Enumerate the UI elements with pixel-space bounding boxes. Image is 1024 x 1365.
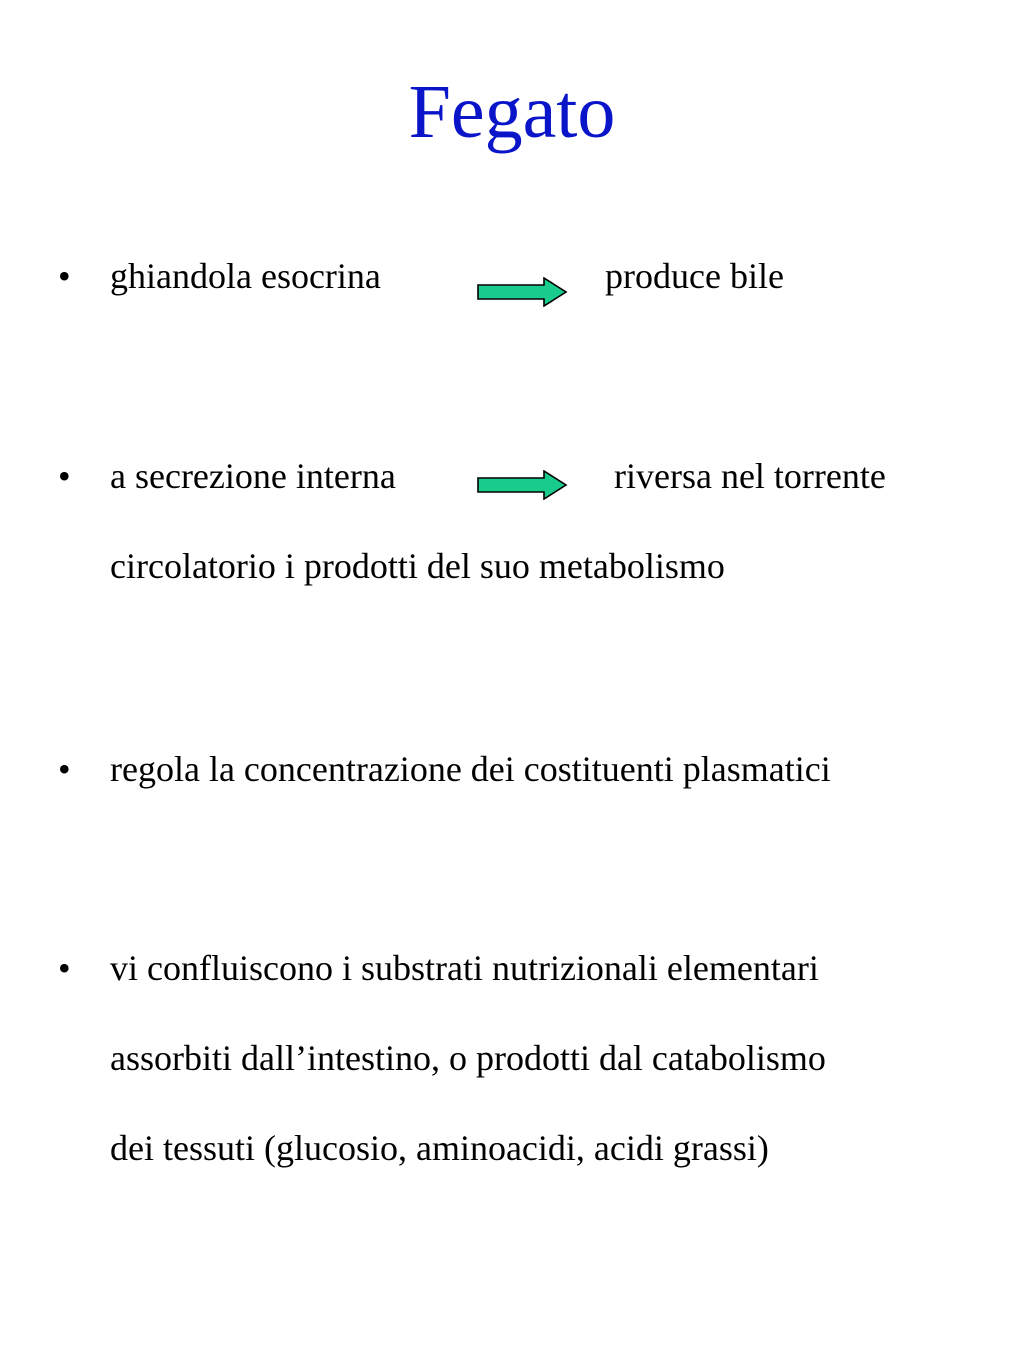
item-3-text: regola la concentrazione dei costituenti plasmatici (110, 749, 831, 789)
right-arrow-icon (476, 277, 568, 307)
right-arrow-icon (476, 470, 568, 500)
item-4-line-1: vi confluiscono i substrati nutrizionali elementari (110, 948, 819, 988)
item-2-left-text: a secrezione interna (110, 456, 396, 496)
bullet-icon: • (58, 456, 71, 496)
item-4-line-3: dei tessuti (glucosio, aminoacidi, acidi grassi) (110, 1128, 769, 1168)
item-1-right-text: produce bile (605, 256, 784, 296)
bullet-icon: • (58, 749, 71, 789)
bullet-icon: • (58, 256, 71, 296)
bullet-icon: • (58, 948, 71, 988)
item-2-right-text: riversa nel torrente (614, 456, 886, 496)
item-2-continuation: circolatorio i prodotti del suo metabolismo (110, 546, 725, 586)
item-1-left-text: ghiandola esocrina (110, 256, 381, 296)
slide-title: Fegato (408, 70, 616, 154)
item-4-line-2: assorbiti dall’intestino, o prodotti dal catabolismo (110, 1038, 826, 1078)
